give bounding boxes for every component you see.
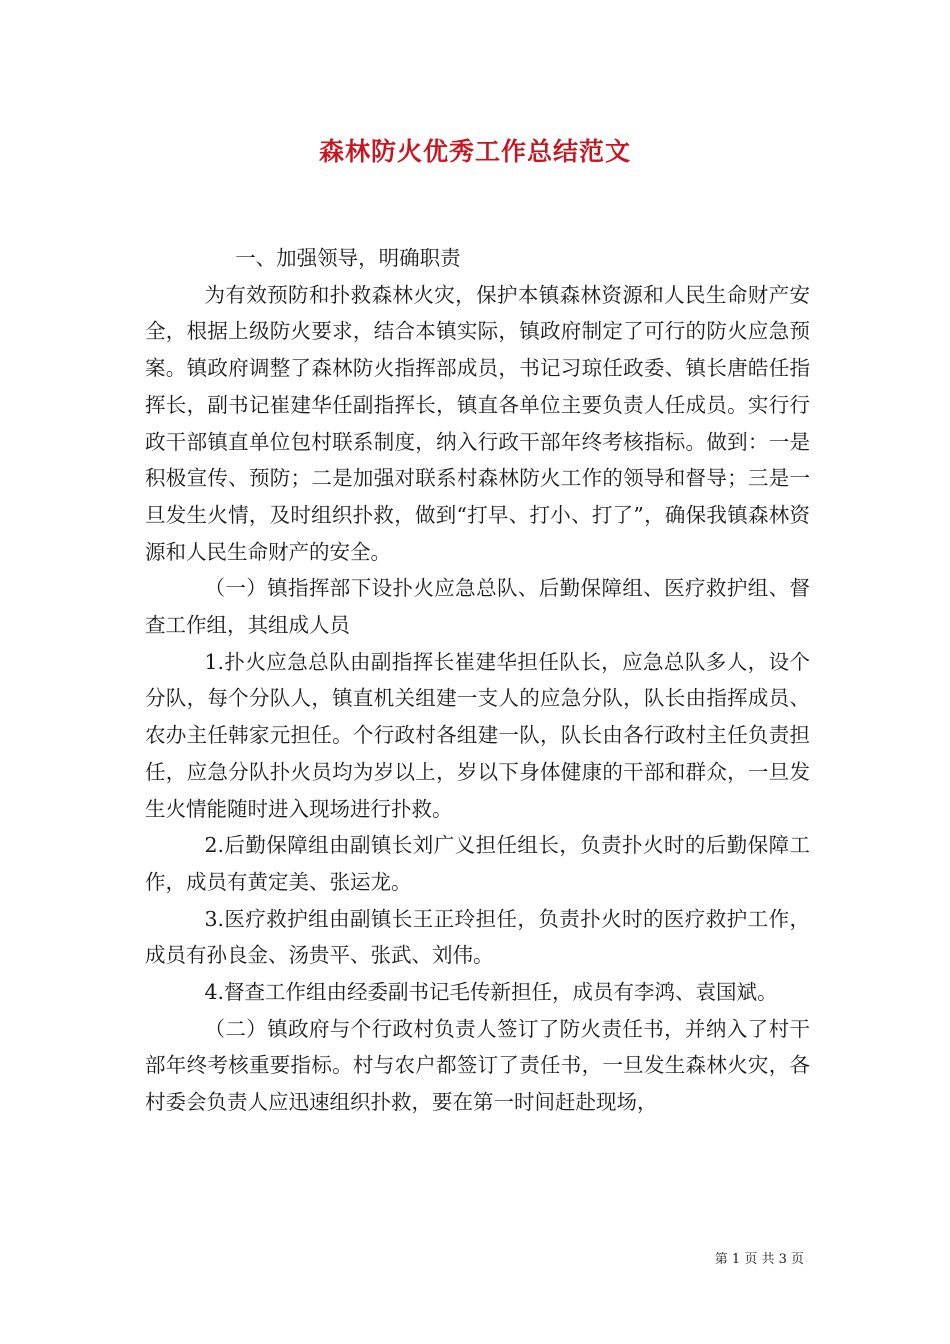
document-title: 森林防火优秀工作总结范文 — [318, 137, 631, 166]
section-heading: 一、加强领导，明确职责 — [235, 246, 461, 270]
paragraph: （一）镇指挥部下设扑火应急总队、后勤保障组、医疗救护组、督查工作组，其组成人员 — [145, 576, 810, 638]
document-body — [145, 240, 810, 1121]
paragraph: 4.督查工作组由经委副书记毛传新担任，成员有李鸿、袁国斌。 — [204, 980, 778, 1005]
page-number-footer: 第 1 页 共 3 页 — [714, 1252, 804, 1267]
paragraph: 3.医疗救护组由副镇长王正玲担任，负责扑火时的医疗救护工作，成员有孙良金、汤贵平、张武、刘伟。 — [145, 906, 810, 968]
paragraph: 1.扑火应急总队由副指挥长崔建华担任队长，应急总队多人，设个分队，每个分队人，镇直机关组建一支人的应急分队，队长由指挥成员、农办主任韩家元担任。个行政村各组建一队，队长由各行政村主任负责担任，应急分队扑火员均为岁以上，岁以下身体健康的干部和群众，一旦发生火情能随时进入现场进行扑救。 — [145, 649, 810, 821]
paragraph: 2.后勤保障组由副镇长刘广义担任组长，负责扑火时的后勤保障工作，成员有黄定美、张运龙。 — [145, 833, 810, 894]
paragraph: （二）镇政府与个行政村负责人签订了防火责任书，并纳入了村干部年终考核重要指标。村与农户都签订了责任书，一旦发生森林火灾，各村委会负责人应迅速组织扑救，要在第一时间赶赴现场， — [145, 1016, 810, 1115]
paragraph: 为有效预防和扑救森林火灾，保护本镇森林资源和人民生命财产安全，根据上级防火要求，结合本镇实际，镇政府制定了可行的防火应急预案。镇政府调整了森林防火指挥部成员，书记习琼任政委、镇长唐皓任指挥长，副书记崔建华任副指挥长，镇直各单位主要负责人任成员。实行行政干部镇直单位包村联系制度，纳入行政干部年终考核指标。做到：一是积极宣传、预防；二是加强对联系村森林防火工作的领导和督导；三是一旦发生火情，及时组织扑救，做到“打早、打小、打了”，确保我镇森林资源和人民生命财产的安全。 — [145, 282, 810, 564]
